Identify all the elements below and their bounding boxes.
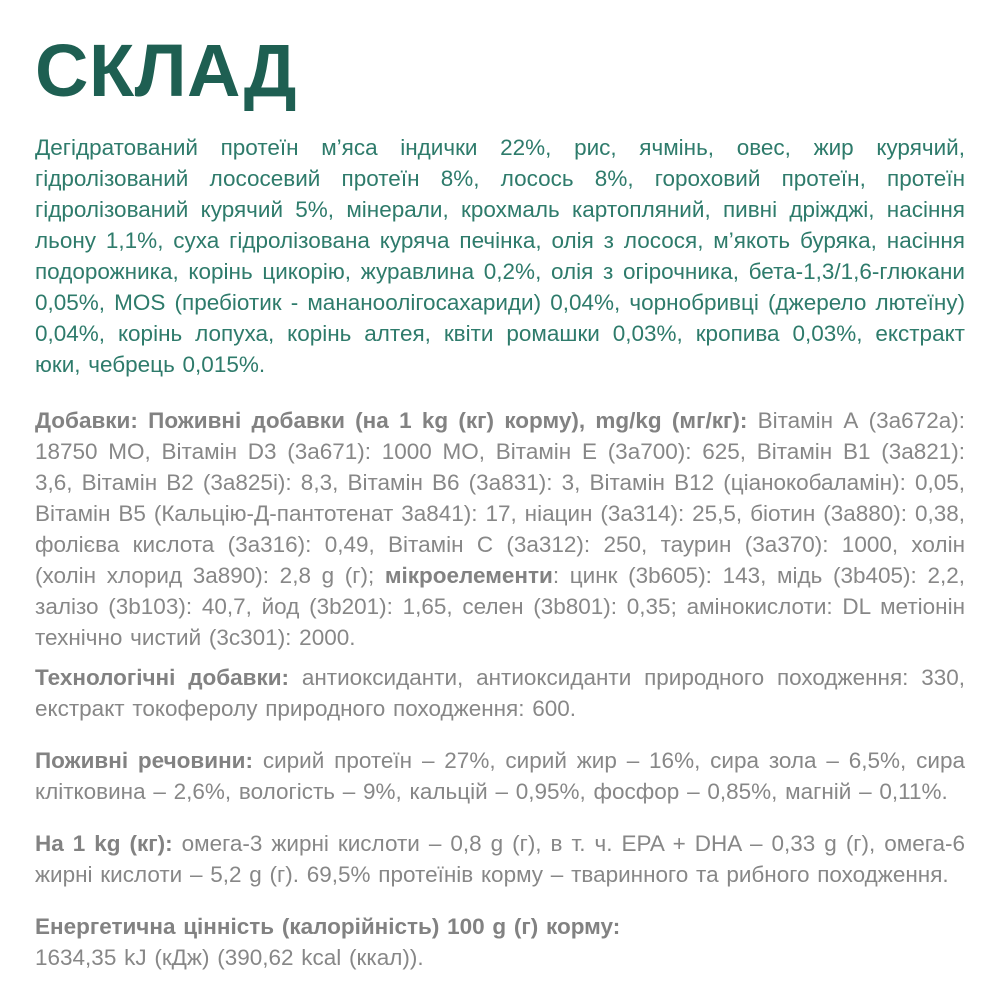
additives-text-vitamins: Вітамін А (3a672a): 18750 МО, Вітамін D3 (3a671): 1000 МО, Вітамін E (3a700): 625, Вітамін B1 (3a821): 3,6, Вітамін B2 (3a825i): 8,3, Вітамін B6 (3a831): 3, Вітамін B12 (ціанокобаламін): 0,05, Вітамін B5 (Кальцію-Д-пантотенат 3a841): 17, ніацин (3a314): 25,5, біотин (3a880): 0,38, фолієва кислота (3a316): 0,49, Вітамін C (3a312): 250, таурин (3a370): 1000, холін (холін хлорид 3a890): 2,8 g (г); (35, 408, 965, 588)
additives-paragraph (35, 405, 965, 653)
per-kg-label: На 1 kg (кг): (35, 831, 173, 856)
nutrients-paragraph (35, 745, 965, 807)
nutrients-text: сирий протеїн – 27%, сирий жир – 16%, сира зола – 6,5%, сира клітковина – 2,6%, вологість – 9%, кальцій – 0,95%, фосфор – 0,85%, магній – 0,11%. (35, 748, 965, 804)
per-kg-paragraph (35, 828, 965, 890)
microelements-label: мікроелементи (384, 563, 553, 588)
nutrients-label: Поживні речовини: (35, 748, 253, 773)
ingredients-paragraph: Дегідратований протеїн м’яса індички 22%, рис, ячмінь, овес, жир курячий, гідролізований лососевий протеїн 8%, лосось 8%, гороховий протеїн, протеїн гідролізований курячий 5%, мінерали, крохмаль картопляний, пивні дріжджі, насіння льону 1,1%, суха гідролізована куряча печінка, олія з лосося, м’якоть буряка, насіння подорожника, корінь цикорію, журавлина 0,2%, олія з огірочника, бета-1,3/1,6-глюкани 0,05%, MOS (пребіотик - мананоолігосахариди) 0,04%, чорнобривці (джерело лютеїну) 0,04%, корінь лопуха, корінь алтея, квіти ромашки 0,03%, кропива 0,03%, екстракт юки, чебрець 0,015%. (35, 135, 965, 377)
page-title: СКЛАД (35, 29, 297, 112)
additives-text-microelements: : цинк (3b605): 143, мідь (3b405): 2,2, залізо (3b103): 40,7, йод (3b201): 1,65, селен (3b801): 0,35; амінокислоти: DL метіонін технічно чистий (3c301): 2000. (35, 563, 965, 650)
tech-additives-text: антиоксиданти, антиоксиданти природного походження: 330, екстракт токоферолу природного походження: 600. (35, 665, 965, 721)
per-kg-text: омега-3 жирні кислоти – 0,8 g (г), в т. ч. EPA + DHA – 0,33 g (г), омега-6 жирні кислоти – 5,2 g (г). 69,5% протеїнів корму – тваринного та рибного походження. (35, 831, 965, 887)
energy-value: 1634,35 kJ (кДж) (390,62 kcal (ккал)). (35, 945, 424, 970)
tech-additives-paragraph (35, 662, 965, 724)
energy-paragraph (35, 911, 965, 973)
tech-additives-label: Технологічні добавки: (35, 665, 290, 690)
additives-label: Добавки: Поживні добавки (на 1 kg (кг) корму), mg/kg (мг/кг): (35, 408, 748, 433)
energy-label: Енергетична цінність (калорійність) 100 g (г) корму: (35, 914, 621, 939)
